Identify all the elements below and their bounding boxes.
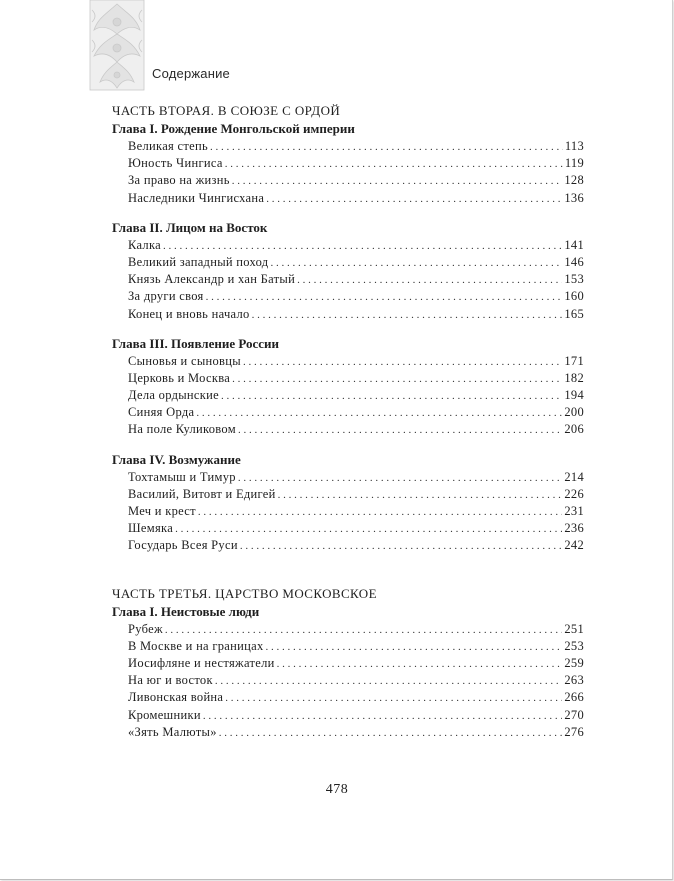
toc-entry[interactable] bbox=[128, 271, 584, 288]
toc-entry[interactable] bbox=[128, 370, 584, 387]
dot-leader bbox=[297, 271, 562, 289]
entry-title: Дела ордынские bbox=[128, 388, 219, 403]
toc-entry[interactable] bbox=[128, 520, 584, 537]
dot-leader bbox=[277, 655, 563, 673]
table-of-contents bbox=[112, 102, 584, 741]
entry-title: Меч и крест bbox=[128, 504, 196, 518]
entry-title: Князь Александр и хан Батый bbox=[128, 272, 296, 287]
entry-title: За други своя bbox=[128, 289, 204, 304]
chapter-title: Глава I. Рождение Монгольской империи bbox=[112, 121, 355, 136]
section-label: Содержание bbox=[152, 66, 230, 81]
part-title: ЧАСТЬ ТРЕТЬЯ. ЦАРСТВО МОСКОВСКОЕ bbox=[112, 585, 377, 601]
toc-entry[interactable] bbox=[128, 237, 584, 254]
entry-page: 263 bbox=[564, 673, 584, 688]
toc-entry[interactable] bbox=[128, 138, 584, 155]
entry-list bbox=[128, 237, 584, 323]
entry-title: Василий, Витовт и Едигей bbox=[128, 486, 276, 501]
toc-entry[interactable] bbox=[128, 689, 584, 706]
dot-leader bbox=[221, 387, 562, 405]
toc-entry[interactable] bbox=[128, 353, 584, 370]
entry-title: Государь Всея Руси bbox=[128, 538, 238, 553]
entry-page: 236 bbox=[564, 521, 584, 536]
toc-entry[interactable] bbox=[128, 469, 584, 486]
entry-title: Синяя Орда bbox=[128, 405, 195, 420]
entry-page: 214 bbox=[564, 469, 584, 484]
entry-title: На поле Куликовом bbox=[128, 422, 236, 437]
entry-page: 160 bbox=[564, 289, 584, 304]
toc-entry[interactable] bbox=[128, 155, 584, 172]
chapter-title: Глава IV. Возмужание bbox=[112, 451, 241, 467]
toc-entry[interactable] bbox=[128, 387, 584, 404]
dot-leader bbox=[210, 138, 563, 156]
entry-page: 270 bbox=[564, 707, 584, 722]
entry-list bbox=[128, 621, 584, 741]
entry-title: Юность Чингиса bbox=[128, 156, 223, 171]
entry-title: За право на жизнь bbox=[128, 173, 230, 188]
dot-leader bbox=[252, 306, 563, 324]
toc-entry[interactable] bbox=[128, 306, 584, 323]
dot-leader bbox=[198, 503, 562, 521]
toc-entry[interactable] bbox=[128, 503, 584, 520]
entry-page: 141 bbox=[564, 237, 584, 252]
toc-entry[interactable] bbox=[128, 638, 584, 655]
entry-page: 194 bbox=[564, 388, 584, 403]
entry-page: 128 bbox=[564, 173, 584, 188]
entry-title: Рубеж bbox=[128, 621, 163, 636]
entry-page: 165 bbox=[564, 306, 584, 321]
chapter-title: Глава I. Неистовые люди bbox=[112, 603, 260, 619]
page-number: 478 bbox=[325, 782, 349, 797]
toc-entry[interactable] bbox=[128, 486, 584, 503]
dot-leader bbox=[266, 638, 563, 656]
entry-title: «Зять Малюты» bbox=[128, 724, 217, 739]
dot-leader bbox=[225, 155, 563, 173]
dot-leader bbox=[243, 353, 562, 371]
toc-entry[interactable] bbox=[128, 190, 584, 207]
dot-leader bbox=[238, 469, 563, 487]
dot-leader bbox=[238, 421, 562, 439]
dot-leader bbox=[206, 288, 563, 306]
toc-entry[interactable] bbox=[128, 537, 584, 554]
toc-entry[interactable] bbox=[128, 288, 584, 305]
entry-title: Конец и вновь начало bbox=[128, 306, 250, 321]
toc-entry[interactable] bbox=[128, 655, 584, 672]
toc-entry[interactable] bbox=[128, 621, 584, 638]
entry-title: Великий западный поход bbox=[128, 254, 269, 269]
entry-page: 226 bbox=[564, 486, 584, 501]
toc-chapter bbox=[112, 603, 584, 741]
chapter-title: Глава III. Появление России bbox=[112, 335, 279, 351]
entry-page: 119 bbox=[564, 156, 584, 171]
entry-title: Ливонская война bbox=[128, 690, 224, 705]
dot-leader bbox=[232, 172, 563, 190]
dot-leader bbox=[203, 707, 563, 725]
entry-page: 182 bbox=[564, 370, 584, 385]
toc-entry[interactable] bbox=[128, 254, 584, 271]
entry-list bbox=[128, 138, 584, 207]
toc-chapter bbox=[112, 451, 584, 555]
entry-page: 153 bbox=[564, 272, 584, 287]
entry-title: Шемяка bbox=[128, 521, 174, 536]
part-title: ЧАСТЬ ВТОРАЯ. В СОЮЗЕ С ОРДОЙ bbox=[112, 103, 341, 118]
entry-page: 242 bbox=[564, 538, 584, 553]
entry-page: 259 bbox=[564, 655, 584, 670]
entry-page: 276 bbox=[564, 724, 584, 739]
dot-leader bbox=[165, 621, 562, 639]
dot-leader bbox=[266, 190, 562, 208]
dot-leader bbox=[163, 237, 562, 255]
dot-leader bbox=[232, 370, 562, 388]
toc-chapter bbox=[112, 219, 584, 323]
entry-list bbox=[128, 353, 584, 439]
entry-page: 171 bbox=[564, 353, 584, 368]
entry-page: 253 bbox=[564, 638, 584, 653]
entry-page: 146 bbox=[564, 254, 584, 269]
dot-leader bbox=[270, 254, 562, 272]
dot-leader bbox=[278, 486, 563, 504]
entry-page: 200 bbox=[564, 405, 584, 420]
toc-entry[interactable] bbox=[128, 707, 584, 724]
entry-title: Великая степь bbox=[128, 139, 208, 153]
dot-leader bbox=[225, 689, 562, 707]
toc-entry[interactable] bbox=[128, 672, 584, 689]
entry-title: Наследники Чингисхана bbox=[128, 190, 265, 205]
toc-chapter bbox=[112, 335, 584, 439]
dot-leader bbox=[240, 537, 563, 555]
entry-list bbox=[128, 469, 584, 555]
dot-leader bbox=[196, 404, 562, 422]
toc-entry[interactable] bbox=[128, 421, 584, 438]
entry-title: В Москве и на границах bbox=[128, 638, 264, 653]
entry-page: 113 bbox=[564, 139, 584, 153]
entry-page: 206 bbox=[564, 422, 584, 437]
entry-title: Калка bbox=[128, 237, 162, 252]
toc-chapter bbox=[112, 120, 584, 207]
dot-leader bbox=[175, 520, 562, 538]
entry-page: 231 bbox=[564, 504, 584, 518]
toc-entry[interactable] bbox=[128, 404, 584, 421]
toc-part bbox=[112, 585, 584, 741]
entry-title: Кромешники bbox=[128, 707, 201, 722]
dot-leader bbox=[215, 672, 562, 690]
toc-part bbox=[112, 102, 584, 555]
entry-title: Иосифляне и нестяжатели bbox=[128, 655, 275, 670]
toc-entry[interactable] bbox=[128, 172, 584, 189]
dot-leader bbox=[219, 724, 563, 742]
entry-title: Церковь и Москва bbox=[128, 370, 231, 385]
entry-page: 251 bbox=[564, 621, 584, 636]
toc-entry[interactable] bbox=[128, 724, 584, 741]
entry-page: 136 bbox=[564, 190, 584, 205]
entry-page: 266 bbox=[564, 690, 584, 705]
ornament-decoration bbox=[88, 0, 146, 92]
entry-title: Сыновья и сыновцы bbox=[128, 353, 241, 368]
entry-title: На юг и восток bbox=[128, 673, 213, 688]
entry-title: Тохтамыш и Тимур bbox=[128, 469, 236, 484]
chapter-title: Глава II. Лицом на Восток bbox=[112, 219, 268, 235]
